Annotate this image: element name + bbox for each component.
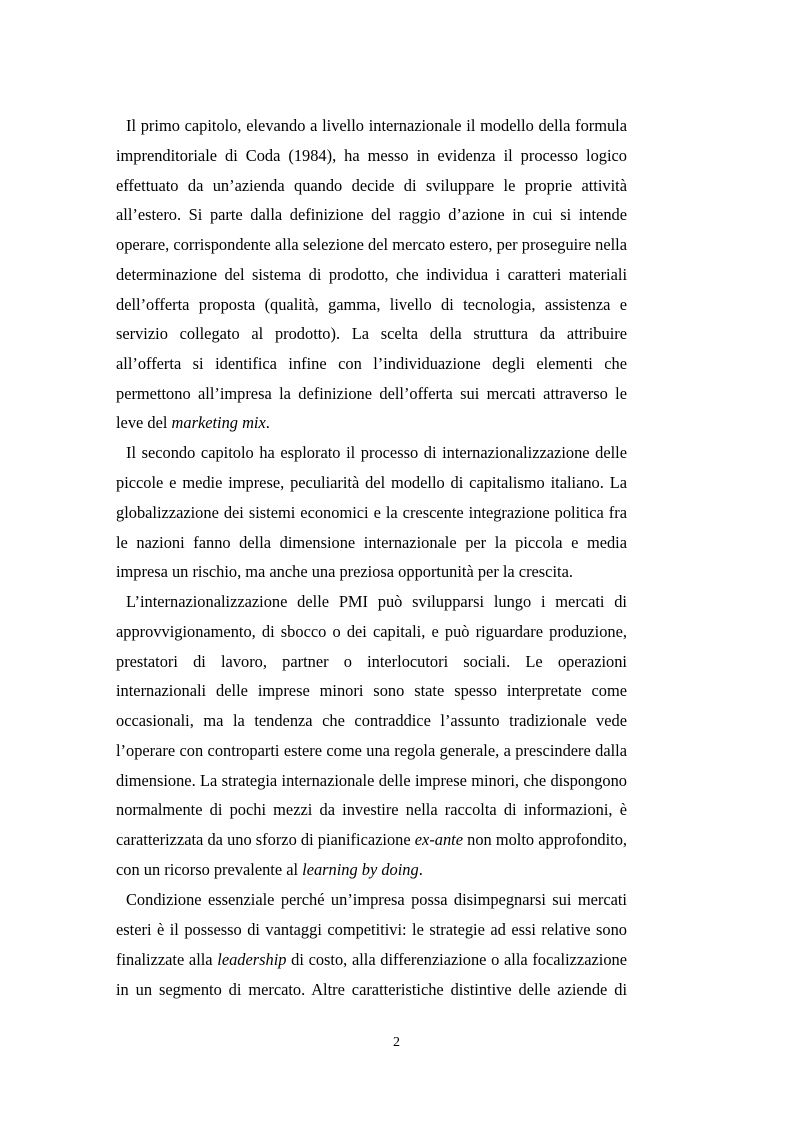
text-run: . <box>418 860 423 879</box>
text-line <box>126 592 627 612</box>
text-run: L’internazionalizzazione delle PMI può svilupparsi lungo i mercati di <box>126 592 627 611</box>
text-run: permettono all’impresa la definizione dell’offerta sui mercati attraverso le <box>116 384 627 403</box>
text-run: Il secondo capitolo ha esplorato il processo di internazionalizzazione delle <box>126 443 627 462</box>
text-line <box>116 324 627 344</box>
text-line <box>116 830 627 850</box>
text-line <box>116 562 627 582</box>
text-line <box>116 413 627 433</box>
text-run: normalmente di pochi mezzi da investire nella raccolta di informazioni, è <box>116 800 627 819</box>
text-run: finalizzate alla <box>116 950 218 969</box>
text-run: servizio collegato al prodotto). La scelta della struttura da attribuire <box>116 324 627 343</box>
text-line <box>116 473 627 493</box>
text-run: imprenditoriale di Coda (1984), ha messo in evidenza il processo logico <box>116 146 627 165</box>
text-line <box>116 265 627 285</box>
text-line <box>116 295 627 315</box>
italic-term: leadership <box>217 950 287 969</box>
text-line <box>116 533 627 553</box>
text-run: dell’offerta proposta (qualità, gamma, livello di tecnologia, assistenza e <box>116 295 627 314</box>
text-line <box>116 741 627 761</box>
text-line <box>116 503 627 523</box>
text-line <box>116 235 627 255</box>
text-line <box>116 652 627 672</box>
text-run: all’estero. Si parte dalla definizione del raggio d’azione in cui si intende <box>116 205 627 224</box>
text-run: con un ricorso prevalente al <box>116 860 303 879</box>
italic-term: ex-ante <box>414 830 463 849</box>
text-run: operare, corrispondente alla selezione del mercato estero, per proseguire nella <box>116 235 627 254</box>
text-run: l’operare con controparti estere come una regola generale, a prescindere dalla <box>116 741 627 760</box>
text-run: piccole e medie imprese, peculiarità del modello di capitalismo italiano. La <box>116 473 627 492</box>
text-run: occasionali, ma la tendenza che contraddice l’assunto tradizionale vede <box>116 711 627 730</box>
text-line <box>116 950 627 970</box>
text-run: Il primo capitolo, elevando a livello internazionale il modello della formula <box>126 116 627 135</box>
text-line <box>116 771 627 791</box>
text-run: in un segmento di mercato. Altre caratteristiche distintive delle aziende di <box>116 980 627 999</box>
text-run: globalizzazione dei sistemi economici e la crescente integrazione politica fra <box>116 503 627 522</box>
text-run: le nazioni fanno della dimensione internazionale per la piccola e media <box>116 533 627 552</box>
italic-term: marketing mix <box>171 413 266 432</box>
text-line <box>116 681 627 701</box>
text-line <box>116 711 627 731</box>
text-run: impresa un rischio, ma anche una preziosa opportunità per la crescita. <box>116 562 573 581</box>
text-line <box>116 622 627 642</box>
text-line <box>116 800 627 820</box>
text-line <box>116 920 627 940</box>
text-run: determinazione del sistema di prodotto, che individua i caratteri materiali <box>116 265 627 284</box>
italic-term: learning by doing <box>302 860 419 879</box>
text-run: approvvigionamento, di sbocco o dei capitali, e può riguardare produzione, <box>116 622 627 641</box>
text-line <box>116 205 627 225</box>
text-run: internazionali delle imprese minori sono state spesso interpretate come <box>116 681 627 700</box>
text-run: prestatori di lavoro, partner o interlocutori sociali. Le operazioni <box>116 652 627 671</box>
text-run: all’offerta si identifica infine con l’individuazione degli elementi che <box>116 354 627 373</box>
text-line <box>116 980 627 1000</box>
text-line <box>126 116 627 136</box>
text-line <box>116 860 627 880</box>
text-line <box>126 443 627 463</box>
text-line <box>116 384 627 404</box>
text-run: Condizione essenziale perché un’impresa possa disimpegnarsi sui mercati <box>126 890 627 909</box>
text-line <box>126 890 627 910</box>
text-run: leve del <box>116 413 172 432</box>
text-run: . <box>265 413 270 432</box>
text-run: dimensione. La strategia internazionale delle imprese minori, che dispongono <box>116 771 627 790</box>
text-run: non molto approfondito, <box>463 830 628 849</box>
text-run: di costo, alla differenziazione o alla focalizzazione <box>286 950 627 969</box>
text-line <box>116 354 627 374</box>
page-number: 2 <box>393 1035 400 1050</box>
text-run: esteri è il possesso di vantaggi competitivi: le strategie ad essi relative sono <box>116 920 627 939</box>
text-line <box>116 146 627 166</box>
text-line <box>116 176 627 196</box>
text-run: effettuato da un’azienda quando decide di sviluppare le proprie attività <box>116 176 627 195</box>
text-run: caratterizzata da uno sforzo di pianificazione <box>116 830 415 849</box>
